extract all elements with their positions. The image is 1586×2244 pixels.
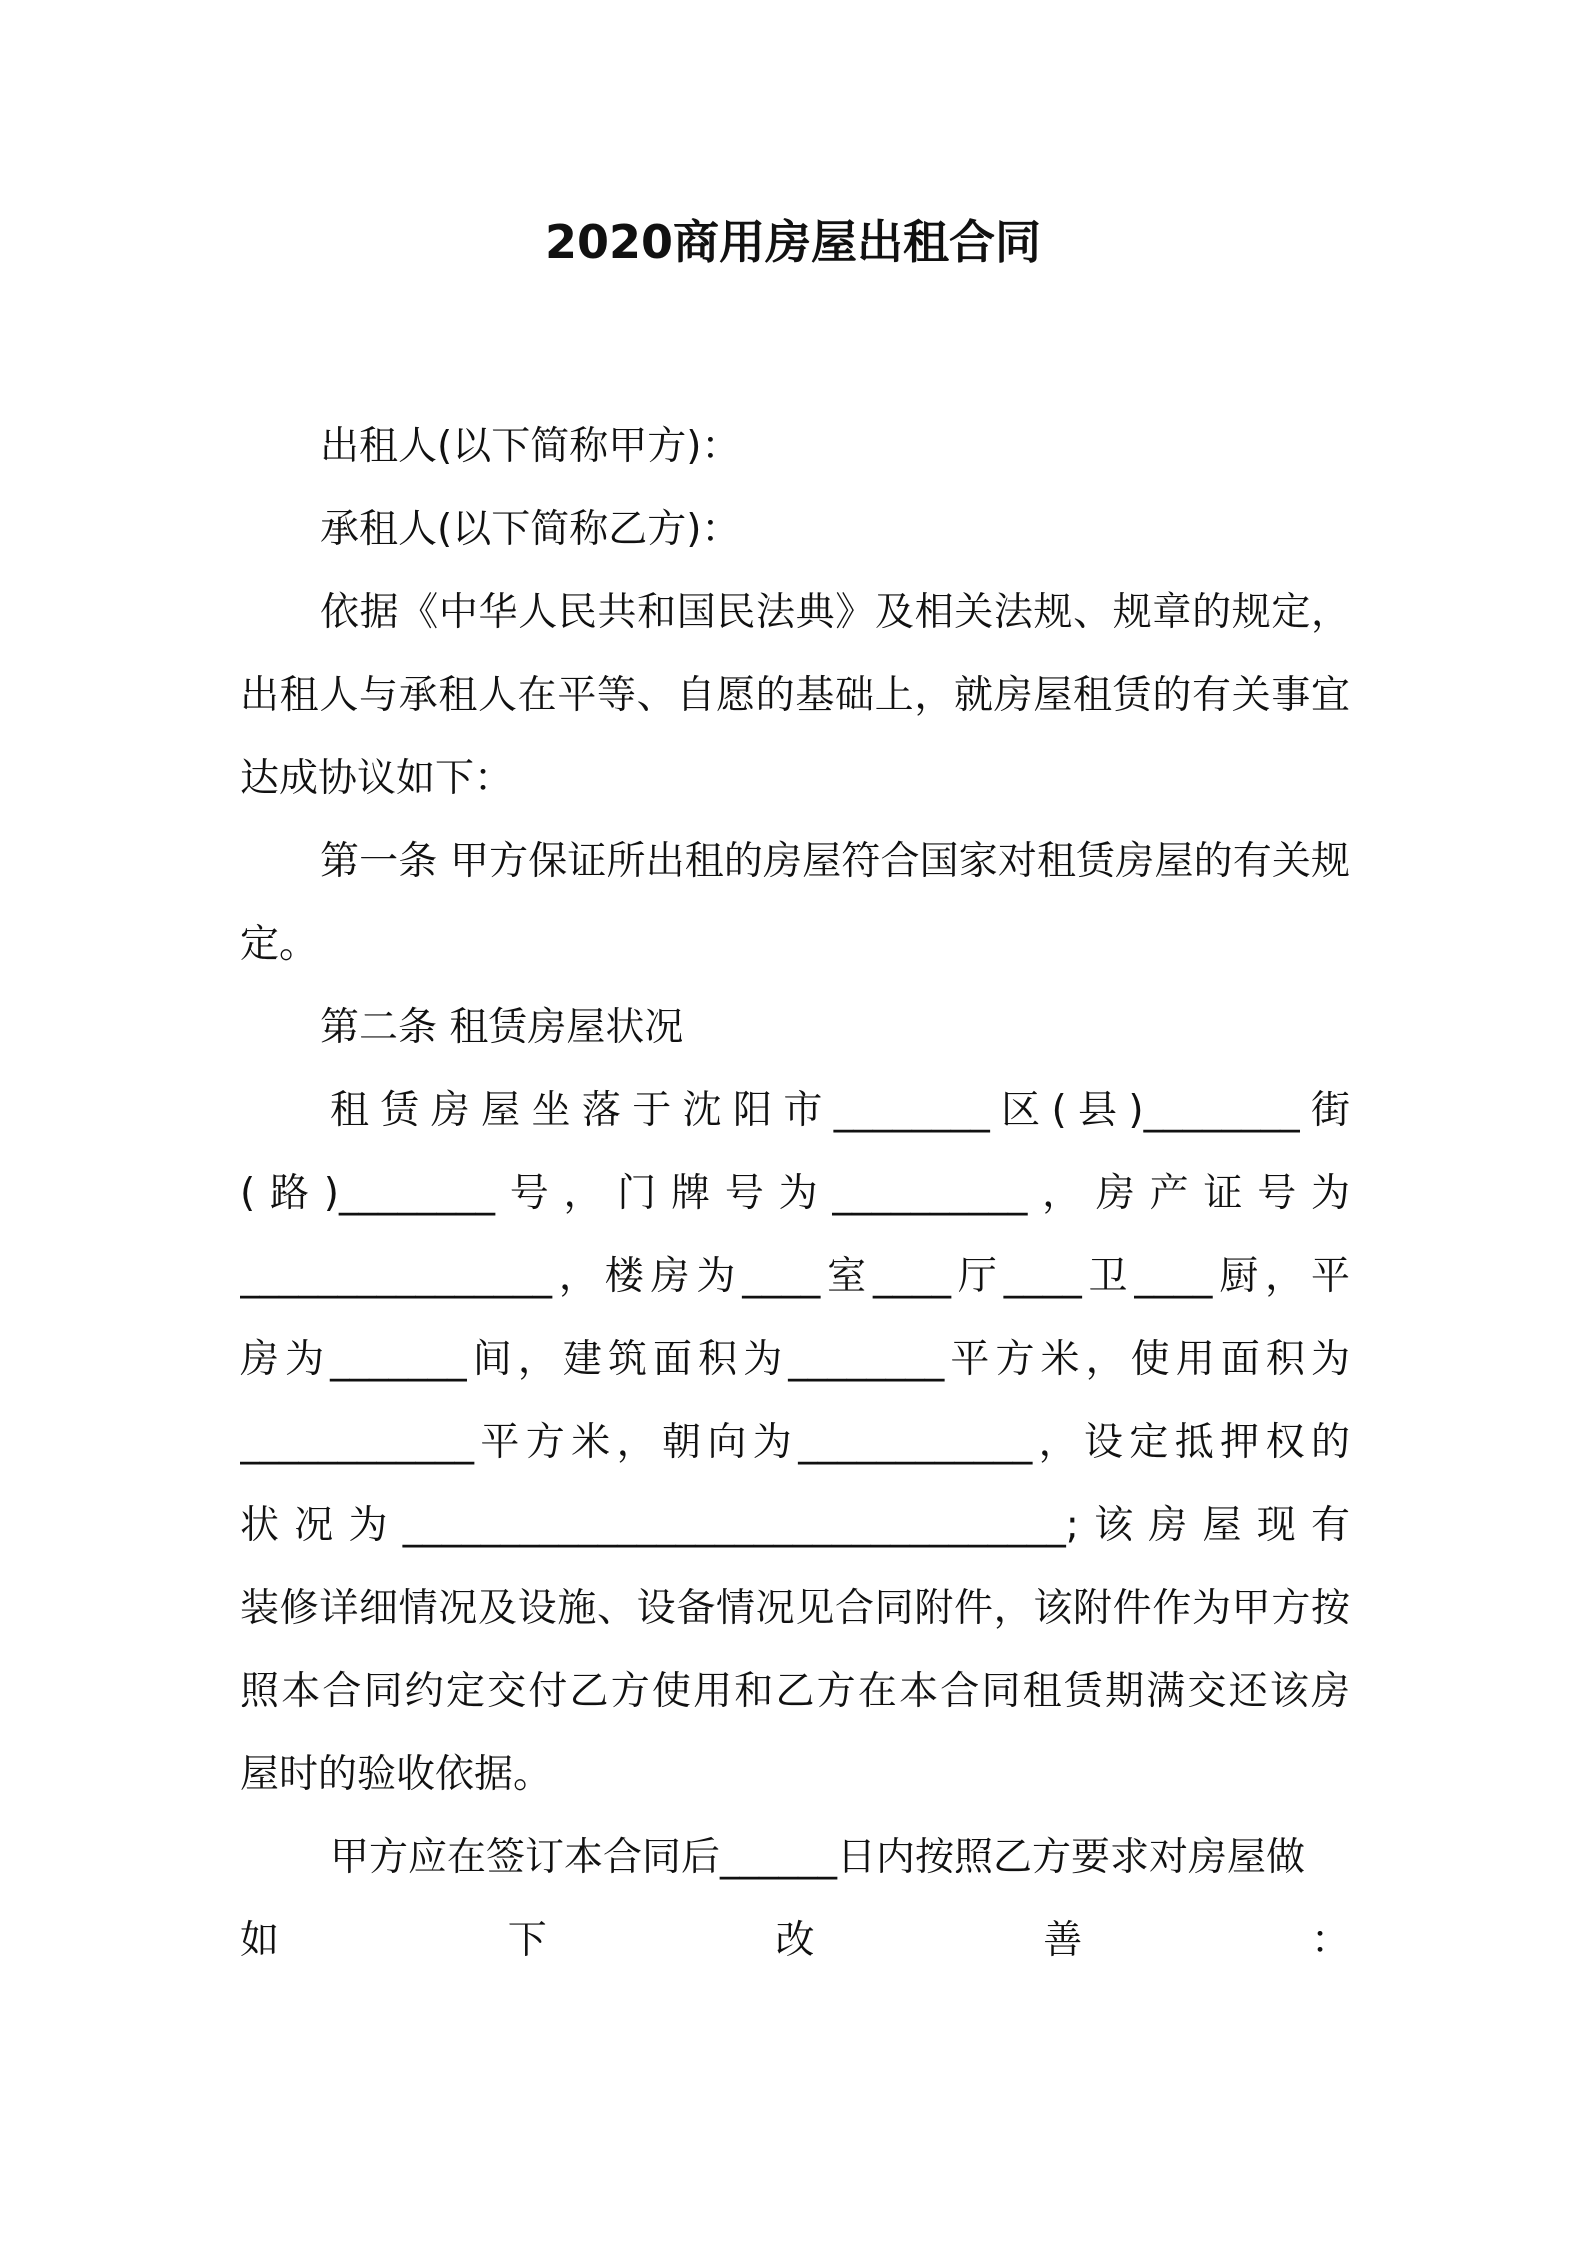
- preamble-paragraph: 依据《中华人民共和国民法典》及相关法规、规章的规定，出租人与承租人在平等、自愿的基础上，就房屋租赁的有关事宜达成协议如下：: [240, 590, 1350, 801]
- article-2-line-9: 屋时的验收依据。: [240, 1752, 553, 1797]
- article-2-line-8: 照本合同约定交付乙方使用和乙方在本合同租赁期满交还该房: [240, 1669, 1350, 1714]
- document-body: [240, 405, 1350, 1982]
- article-2-line-7: 装修详细情况及设施、设备情况见合同附件，该附件作为甲方按: [240, 1586, 1350, 1631]
- article-2-heading: 第二条 租赁房屋状况: [320, 1005, 684, 1050]
- article-2-line-2: (路)________号，门牌号为__________，房产证号为: [240, 1171, 1350, 1216]
- article-2-line-5: ____________平方米，朝向为____________，设定抵押权的: [240, 1420, 1350, 1465]
- improvement-line: 甲方应在签订本合同后______日内按照乙方要求对房屋做: [330, 1835, 1306, 1880]
- lessee-line: 承租人(以下简称乙方)：: [320, 507, 741, 552]
- spread-char: 下: [507, 1918, 547, 1963]
- article-2-line-6: 状况为__________________________________;该房屋现有: [240, 1503, 1350, 1548]
- spread-char: 如: [240, 1918, 280, 1963]
- article-1-paragraph: 第一条 甲方保证所出租的房屋符合国家对租赁房屋的有关规定。: [240, 839, 1350, 967]
- improvement-spread-line: [240, 1899, 1350, 1982]
- spread-char: ：: [1310, 1918, 1350, 1963]
- document-title: 2020商用房屋出租合同: [544, 215, 1042, 269]
- article-2-line-3: ________________，楼房为____室____厅____卫____厨，平: [240, 1254, 1350, 1299]
- article-2-line-4: 房为_______间，建筑面积为________平方米，使用面积为: [240, 1337, 1350, 1382]
- article-2-line-1: 租赁房屋坐落于沈阳市________区(县)________街: [330, 1088, 1350, 1133]
- spread-char: 善: [1043, 1918, 1083, 1963]
- spread-char: 改: [775, 1918, 815, 1963]
- lessor-line: 出租人(以下简称甲方)：: [320, 424, 741, 469]
